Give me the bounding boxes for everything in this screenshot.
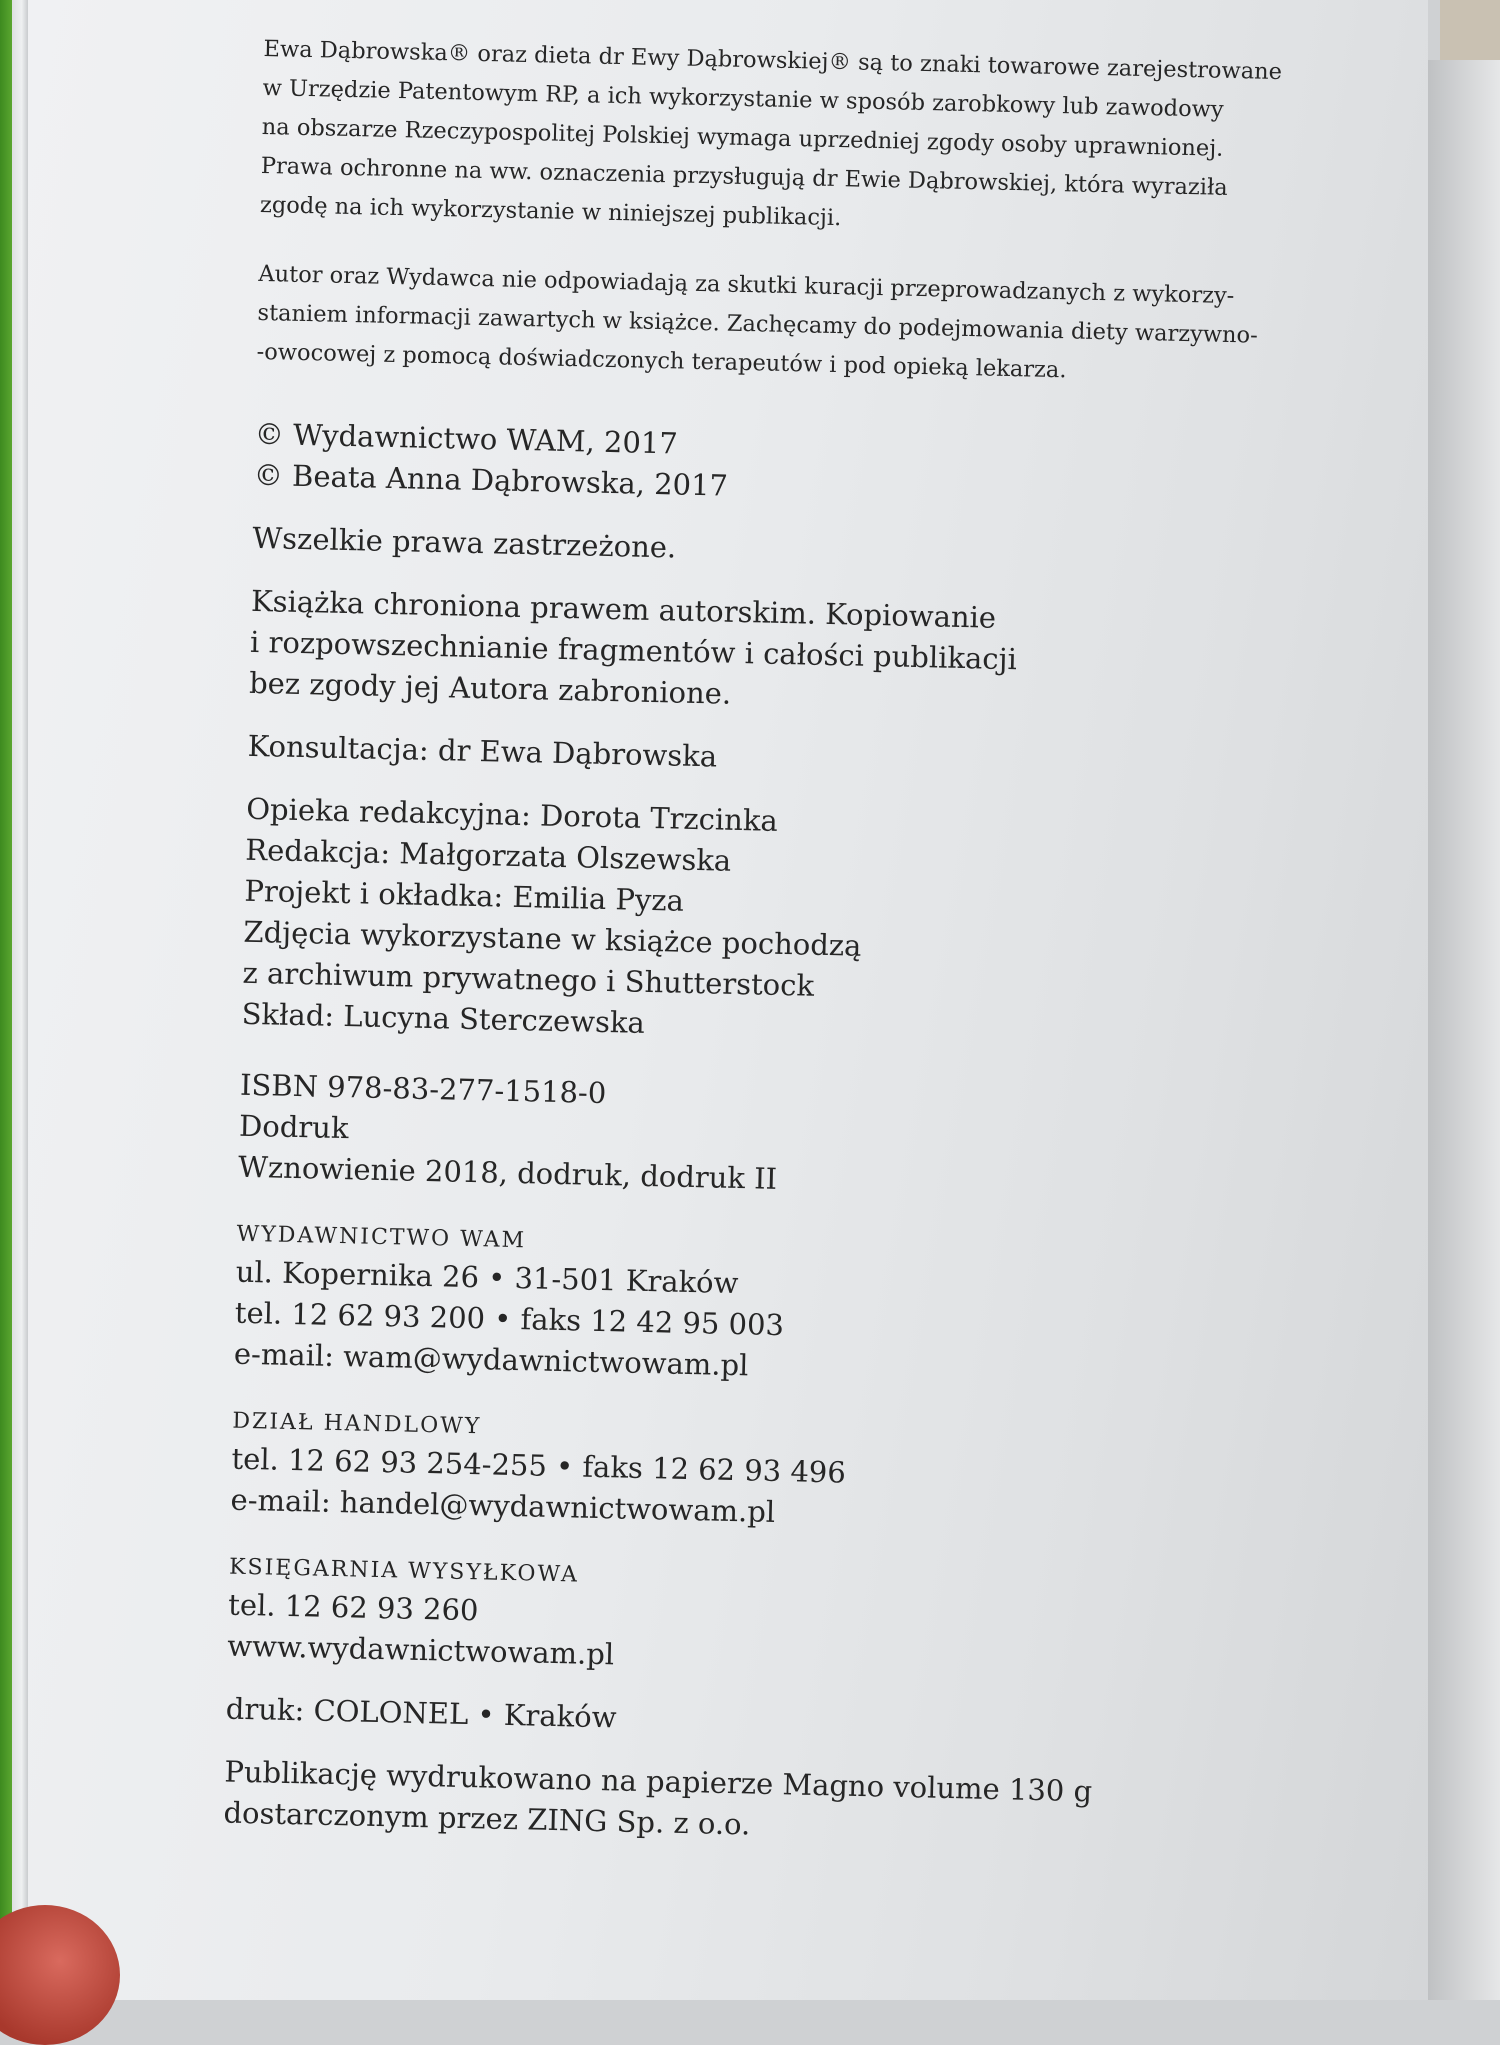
book-page [28,0,1428,2000]
publisher-address: ul. Kopernika 26 • 31-501 Kraków [235,1254,739,1301]
trademark-line: na obszarze Rzeczypospolitej Polskiej wymaga uprzedniej zgody osoby uprawnionej. [261,113,1224,162]
publisher-email: e-mail: wam@wydawnictwowam.pl [233,1336,749,1383]
reissue-info: Wznowienie 2018, dodruk, dodruk II [237,1149,778,1196]
disclaimer-line: Autor oraz Wydawca nie odpowiadają za skutki kuracji przeprowadzanych z wykorzy- [258,260,1235,310]
trademark-note [260,30,1394,251]
publisher-heading: WYDAWNICTWO WAM [236,1221,527,1254]
book-cover-edge [0,0,12,2000]
edition-info [238,1065,1370,1214]
protection-line: bez zgody jej Autora zabronione. [248,665,732,711]
editorial-credits [241,789,1376,1061]
adjacent-page [1428,60,1500,2000]
paper-line: dostarczonym przez ZING Sp. z o.o. [223,1795,751,1842]
consultation: Konsultacja: dr Ewa Dąbrowska [247,728,718,774]
protection-line: Książka chroniona prawem autorskim. Kopiowanie [250,583,997,635]
protection-line: i rozpowszechnianie fragmentów i całości publikacji [249,624,1018,677]
copyright-line: © Beata Anna Dąbrowska, 2017 [253,457,729,503]
isbn: ISBN 978-83-277-1518-0 [239,1067,607,1111]
copyright-protection [249,581,1381,730]
disclaimer-line: -owocowej z pomocą doświadczonych terapeutów i pod opieką lekarza. [256,338,1067,384]
mail-order-phone: tel. 12 62 93 260 [227,1587,479,1628]
imprint-text [223,30,1394,1859]
sales-heading: DZIAŁ HANDLOWY [232,1408,482,1440]
trademark-line: zgodę na ich wykorzystanie w niniejszej publikacji. [259,191,842,232]
credit-line: Opieka redakcyjna: Dorota Trzcinka [245,791,779,838]
photo-credit-line: Zdjęcia wykorzystane w książce pochodzą [243,914,862,963]
typesetting-credit: Skład: Lucyna Sterczewska [241,996,646,1040]
publisher-phone: tel. 12 62 93 200 • faks 12 42 95 003 [234,1295,785,1343]
mail-order-heading: KSIĘGARNIA WYSYŁKOWA [228,1554,580,1588]
sales-phone: tel. 12 62 93 254-255 • faks 12 62 93 496 [231,1441,847,1490]
sales-email: e-mail: handel@wydawnictwowam.pl [230,1482,776,1529]
photo-credit-line: z archiwum prywatnego i Shutterstock [242,955,815,1003]
publisher-contact [233,1218,1366,1401]
trademark-line: w Urzędzie Patentowym RP, a ich wykorzystanie w sposób zarobkowy lub zawodowy [262,74,1224,123]
printer-info: druk: COLONEL • Kraków [225,1691,617,1735]
paper-line: Publikację wydrukowano na papierze Magno volume 130 g [224,1754,1093,1809]
credit-line: Redakcja: Małgorzata Olszewska [245,832,732,878]
page-stack-edge [12,0,28,2000]
trademark-line: Prawa ochronne na ww. oznaczenia przysługują dr Ewie Dąbrowskiej, która wyraziła [260,152,1229,201]
copyright-line: © Wydawnictwo WAM, 2017 [254,416,679,461]
mail-order-website: www.wydawnictwowam.pl [226,1628,615,1672]
trademark-line: Ewa Dąbrowska® oraz dieta dr Ewy Dąbrowskiej® są to znaki towarowe zarejestrowane [263,35,1283,86]
rights-reserved: Wszelkie prawa zastrzeżone. [252,520,677,565]
credit-line: Projekt i okładka: Emilia Pyza [244,873,685,918]
reprint-label: Dodruk [238,1108,349,1146]
disclaimer-line: staniem informacji zawartych w książce. Zachęcamy do podejmowania diety warzywno- [257,299,1259,349]
